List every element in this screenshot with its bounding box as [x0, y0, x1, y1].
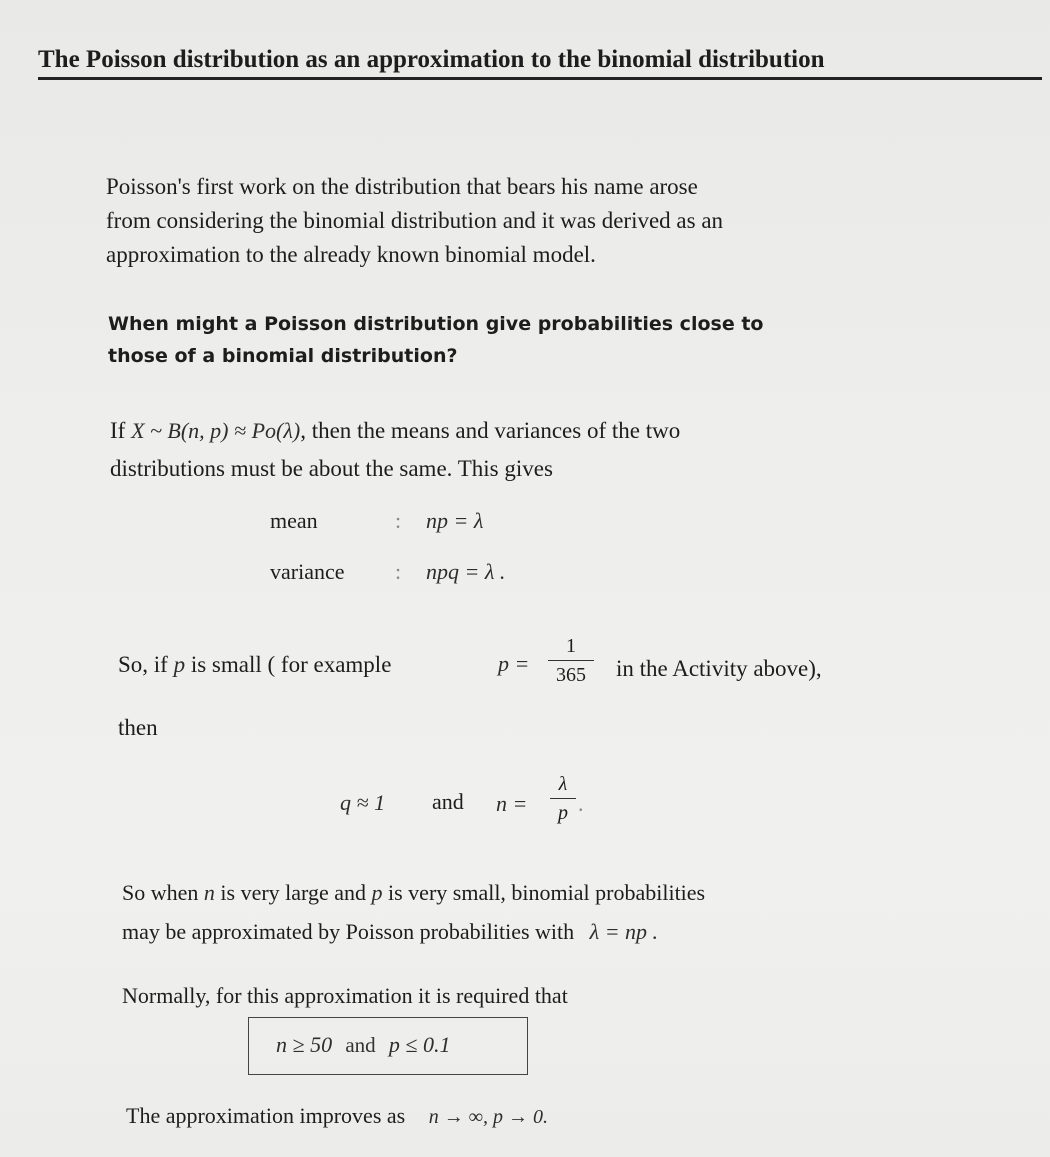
fraction-denominator: p: [558, 802, 568, 824]
so-when-c: is very small, binomial probabilities: [388, 880, 706, 905]
page-title: The Poisson distribution as an approximation to the binomial distribution: [38, 44, 1042, 80]
condition-text: [276, 1032, 450, 1058]
variance-expr: npq = λ .: [426, 559, 506, 584]
n-equals: n =: [496, 791, 528, 816]
so-if-prefix: So, if: [118, 652, 168, 677]
so-if-line: [118, 648, 391, 681]
so-when-line-1: [122, 876, 705, 909]
so-if-var: p: [173, 652, 186, 677]
so-when-a: So when: [122, 880, 199, 905]
if-math: X ~ B(n, p) ≈ Po(λ): [131, 418, 301, 443]
question-line-2: those of a binomial distribution?: [108, 345, 458, 367]
normally-line: Normally, for this approximation it is required that: [122, 983, 568, 1008]
intro-line-2: from considering the binomial distribution and it was derived as an: [106, 208, 724, 233]
so-when-p: p: [371, 880, 383, 905]
fraction-1-over-365: [548, 634, 594, 687]
condition-n: n ≥ 50: [276, 1032, 333, 1057]
fraction-bar: [550, 798, 576, 799]
fraction-numerator: λ: [558, 773, 568, 795]
so-when-line-2-text: may be approximated by Poisson probabilities with: [122, 919, 575, 944]
if-prefix: If: [110, 418, 126, 443]
fraction-numerator: 1: [566, 635, 576, 657]
if-paragraph-line-1: [110, 414, 680, 447]
variance-sep: :: [395, 559, 402, 584]
so-if-lhs: p =: [498, 651, 530, 676]
fraction-lambda-over-p: [550, 772, 576, 825]
so-when-n: n: [203, 880, 215, 905]
variance-label: variance: [270, 559, 345, 584]
mean-label: mean: [270, 508, 318, 533]
intro-line-3: approximation to the already known binomial model.: [106, 242, 596, 267]
so-when-line-2-math: λ = np .: [589, 919, 659, 944]
improves-text: The approximation improves as: [126, 1103, 406, 1128]
if-suffix: , then the means and variances of the two: [300, 418, 681, 443]
fraction-denominator: 365: [556, 664, 586, 686]
so-if-middle: is small ( for example: [190, 652, 392, 677]
so-if-suffix: in the Activity above),: [616, 656, 822, 681]
q-approx: q ≈ 1: [340, 790, 386, 815]
q-and: and: [432, 789, 464, 814]
question-line-1: When might a Poisson distribution give probabilities close to: [108, 313, 764, 335]
so-when-b: is very large and: [220, 880, 366, 905]
then-label: then: [118, 715, 158, 740]
mean-sep: :: [395, 508, 402, 533]
mean-expr: np = λ: [426, 508, 484, 533]
intro-line-1: Poisson's first work on the distribution that bears his name arose: [106, 174, 698, 199]
condition-p: p ≤ 0.1: [388, 1032, 451, 1057]
if-paragraph-line-2: distributions must be about the same. This gives: [110, 456, 553, 481]
improves-math: n → ∞, p → 0.: [428, 1106, 548, 1128]
so-when-line-2: [122, 915, 658, 948]
fraction-bar: [548, 660, 594, 661]
condition-and: and: [345, 1033, 376, 1057]
q-line-end: .: [578, 791, 584, 816]
improves-line: [126, 1099, 548, 1134]
